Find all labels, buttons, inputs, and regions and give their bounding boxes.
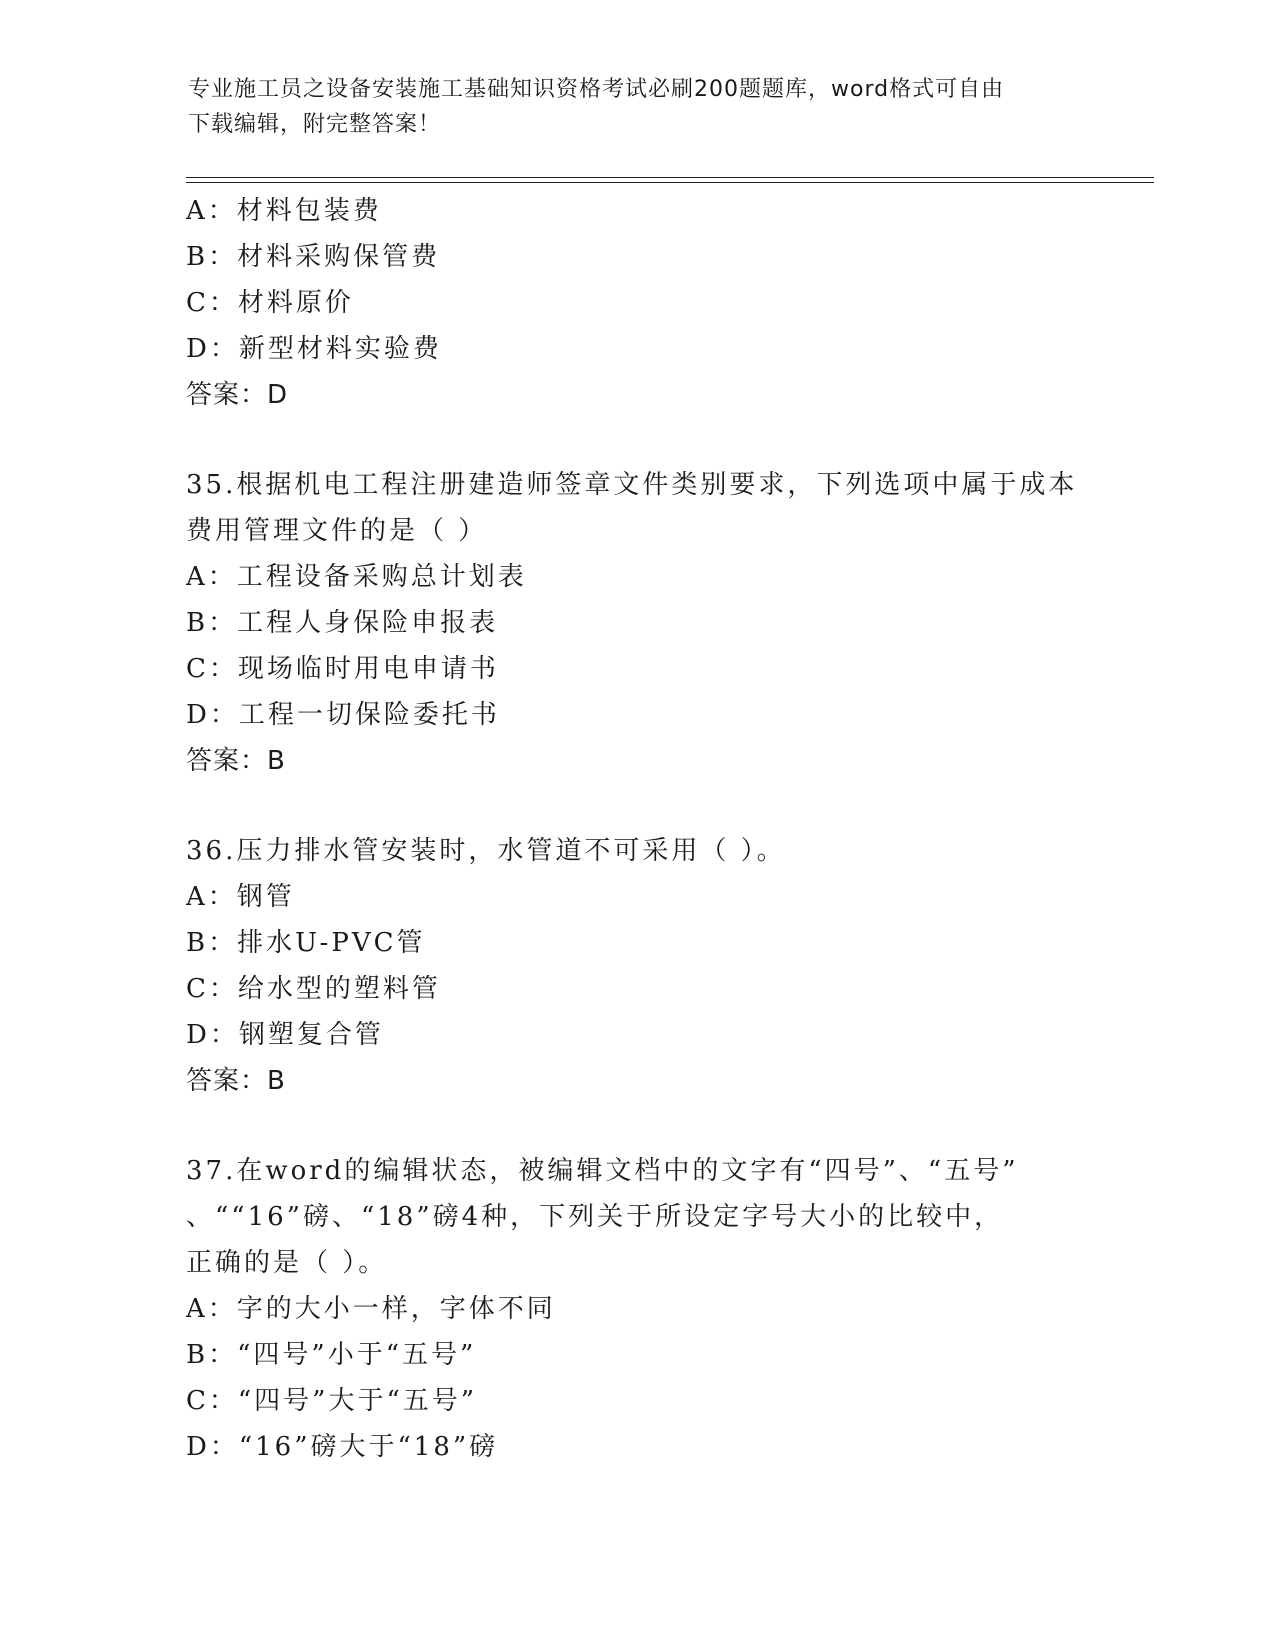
option-d: D：“16”磅大于“18”磅 (186, 1432, 499, 1462)
question-34 (186, 188, 1086, 418)
header-line-2: 下载编辑，附完整答案！ (188, 112, 442, 137)
option-a: A：钢管 (186, 882, 295, 912)
option-b: B：材料采购保管费 (186, 242, 441, 272)
answer: 答案：B (186, 1066, 286, 1096)
option-a: A：工程设备采购总计划表 (186, 562, 527, 592)
question-text-line-1: 37.在word的编辑状态，被编辑文档中的文字有“四号”、“五号” (186, 1156, 1019, 1186)
option-b: B：工程人身保险申报表 (186, 608, 499, 638)
option-c: C：材料原价 (186, 288, 354, 318)
question-text-line-2: 费用管理文件的是（ ） (186, 516, 488, 546)
option-a: A：字的大小一样，字体不同 (186, 1294, 556, 1324)
option-d: D：钢塑复合管 (186, 1020, 384, 1050)
question-text-line-2: 、““16”磅、“18”磅4种，下列关于所设定字号大小的比较中， (186, 1202, 1004, 1232)
option-d: D：工程一切保险委托书 (186, 700, 500, 730)
question-36 (186, 828, 1086, 1104)
question-list (186, 188, 1086, 1470)
option-b: B：排水U-PVC管 (186, 928, 426, 958)
option-a: A：材料包装费 (186, 196, 382, 226)
header-divider-bottom (186, 182, 1154, 183)
option-c: C：现场临时用电申请书 (186, 654, 499, 684)
question-text-line-3: 正确的是（ ）。 (186, 1248, 388, 1278)
answer: 答案：D (186, 380, 289, 410)
option-c: C：“四号”大于“五号” (186, 1386, 478, 1416)
question-text-line-1: 36.压力排水管安装时，水管道不可采用（ ）。 (186, 836, 786, 866)
header-line-1: 专业施工员之设备安装施工基础知识资格考试必刷200题题库，word格式可自由 (188, 77, 1005, 102)
option-c: C：给水型的塑料管 (186, 974, 441, 1004)
header-divider-top (186, 177, 1154, 178)
document-header (188, 72, 1068, 142)
answer: 答案：B (186, 746, 286, 776)
option-b: B：“四号”小于“五号” (186, 1340, 477, 1370)
question-text-line-1: 35.根据机电工程注册建造师签章文件类别要求，下列选项中属于成本 (186, 470, 1078, 500)
question-35 (186, 462, 1086, 784)
option-d: D：新型材料实验费 (186, 334, 442, 364)
question-37 (186, 1148, 1086, 1470)
